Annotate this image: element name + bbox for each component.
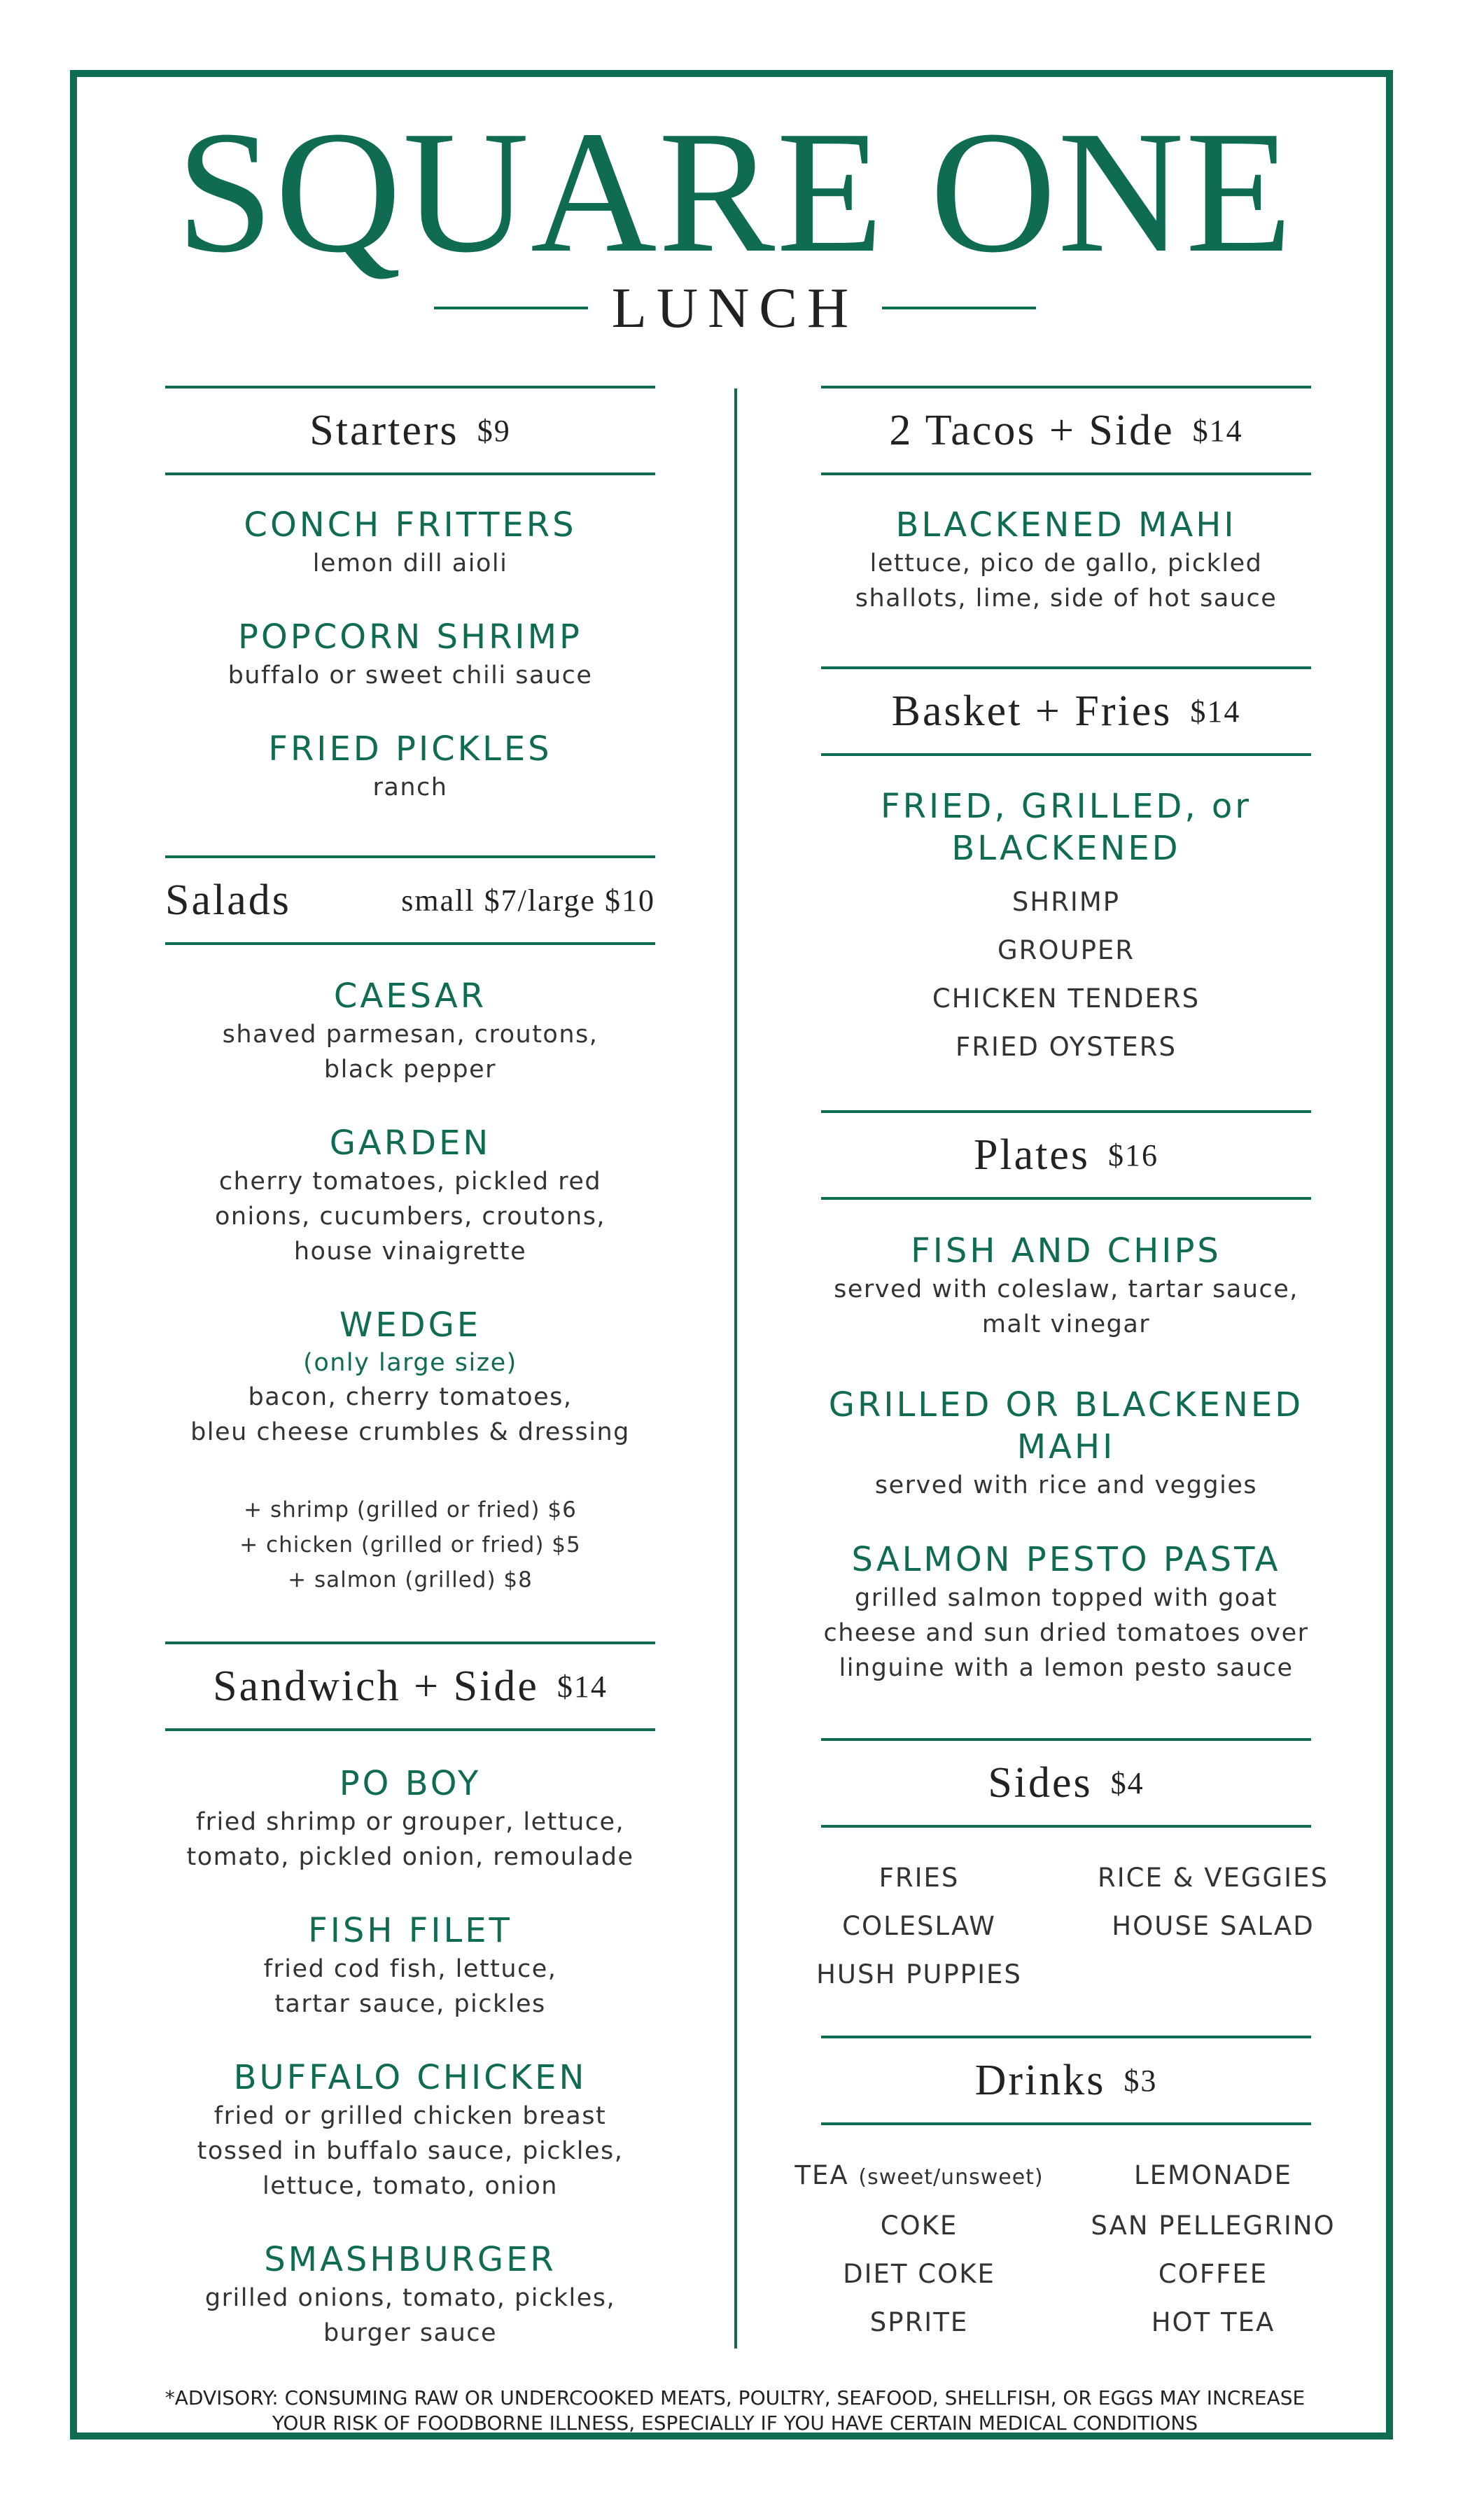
menu-item: [137, 975, 683, 1087]
menu-item: [793, 504, 1339, 616]
section-header-starters: [165, 386, 655, 475]
section-title: Starters: [309, 406, 459, 454]
item-name: CAESAR: [333, 976, 487, 1016]
menu-subtitle: LUNCH: [611, 276, 859, 340]
menu-item: [137, 1122, 683, 1269]
item-description: lemon dill aioli: [312, 550, 508, 578]
item-name: PO BOY: [339, 1764, 482, 1803]
list-item: CHICKEN TENDERS: [932, 983, 1200, 1014]
section-title: 2 Tacos + Side: [889, 406, 1175, 454]
list-item: GROUPER: [997, 935, 1135, 965]
item-description: burger sauce: [323, 2319, 498, 2347]
item-description: fried shrimp or grouper, lettuce,: [195, 1808, 625, 1836]
menu-item: [137, 728, 683, 805]
food-advisory: [84, 2386, 1386, 2436]
item-description: bacon, cherry tomatoes,: [248, 1383, 573, 1411]
item-description: shaved parmesan, croutons,: [222, 1021, 598, 1049]
subtitle-rule-right: [882, 307, 1036, 309]
item-name: SMASHBURGER: [264, 2240, 556, 2279]
addon-line: + shrimp (grilled or fried) $6: [244, 1497, 577, 1522]
section-title: Sandwich + Side: [213, 1662, 539, 1710]
item-description: served with coleslaw, tartar sauce,: [834, 1275, 1298, 1303]
list-item: [772, 2151, 1066, 2202]
item-description: served with rice and veggies: [874, 1471, 1258, 1499]
item-name: SALMON PESTO PASTA: [851, 1540, 1281, 1579]
advisory-line: YOUR RISK OF FOODBORNE ILLNESS, ESPECIALLY IF YOU HAVE CERTAIN MEDICAL CONDITIONS: [272, 2412, 1198, 2435]
section-title: Plates: [973, 1130, 1091, 1179]
section-price: $14: [556, 1669, 608, 1704]
section-price: $16: [1108, 1138, 1159, 1172]
list-item: SPRITE: [869, 2307, 969, 2337]
menu-item: [137, 616, 683, 693]
menu-item: [137, 2239, 683, 2351]
list-item: LEMONADE: [1134, 2160, 1292, 2190]
item-description: fried cod fish, lettuce,: [263, 1955, 557, 1983]
list-item: COKE: [880, 2211, 958, 2241]
list-item: DIET COKE: [843, 2259, 995, 2289]
section-header-basket: [821, 666, 1311, 756]
sides-list: [772, 1854, 1360, 1998]
item-note: (only large size): [303, 1349, 517, 1377]
menu-item: [793, 1539, 1339, 1686]
section-price: $14: [1190, 694, 1241, 729]
list-item: SHRIMP: [1011, 887, 1121, 917]
section-header-sides: [821, 1738, 1311, 1828]
section-header-tacos: [821, 386, 1311, 475]
item-name: GRILLED OR BLACKENED: [828, 1385, 1304, 1424]
advisory-line: *ADVISORY: CONSUMING RAW OR UNDERCOOKED MEATS, POULTRY, SEAFOOD, SHELLFISH, OR EGGS MAY INCREASE: [164, 2386, 1306, 2409]
item-description: malt vinegar: [981, 1310, 1151, 1338]
section-price: $14: [1192, 413, 1243, 448]
restaurant-title: SQUARE ONE: [176, 95, 1294, 289]
item-description: house vinaigrette: [293, 1238, 527, 1266]
menu-item: [137, 2057, 683, 2204]
addon-line: + chicken (grilled or fried) $5: [239, 1532, 581, 1558]
column-divider: [734, 388, 737, 2348]
section-title: Basket + Fries: [891, 687, 1172, 735]
menu-item: [793, 1230, 1339, 1342]
list-item: COFFEE: [1158, 2259, 1268, 2289]
section-header-drinks: [821, 2036, 1311, 2125]
menu-subtitle-row: [420, 276, 1050, 340]
basket-options: [821, 878, 1311, 1071]
list-item: RICE & VEGGIES: [1097, 1863, 1329, 1893]
item-description: grilled onions, tomato, pickles,: [204, 2284, 616, 2312]
section-title: Sides: [988, 1758, 1093, 1807]
item-name: MAHI: [1016, 1427, 1116, 1466]
list-item: COLESLAW: [842, 1911, 996, 1941]
list-item: FRIES: [878, 1863, 960, 1893]
item-description: tartar sauce, pickles: [274, 1990, 546, 2018]
item-description: black pepper: [323, 1056, 497, 1084]
drink-name: TEA: [794, 2160, 849, 2190]
item-description: cherry tomatoes, pickled red: [218, 1168, 602, 1196]
item-description: onions, cucumbers, croutons,: [214, 1203, 606, 1231]
item-description: tomato, pickled onion, remoulade: [186, 1843, 634, 1871]
item-description: shallots, lime, side of hot sauce: [855, 584, 1278, 612]
item-description: linguine with a lemon pesto sauce: [839, 1654, 1294, 1682]
menu-item: [793, 1384, 1339, 1503]
item-name: GARDEN: [329, 1124, 491, 1163]
section-price: $9: [477, 413, 511, 448]
menu-item: [137, 1304, 683, 1450]
section-header-plates: [821, 1110, 1311, 1200]
item-name: BUFFALO CHICKEN: [233, 2058, 587, 2097]
item-description: cheese and sun dried tomatoes over: [823, 1619, 1309, 1647]
item-name: FRIED PICKLES: [268, 729, 552, 769]
item-description: tossed in buffalo sauce, pickles,: [197, 2137, 624, 2165]
subtitle-rule-left: [434, 307, 588, 309]
menu-item: [793, 785, 1339, 869]
item-name: FRIED, GRILLED, or: [880, 787, 1252, 826]
section-header-salads: [165, 855, 655, 945]
drink-note: (sweet/unsweet): [858, 2165, 1044, 2190]
section-header-sandwich: [165, 1642, 655, 1731]
salad-addons: [165, 1492, 655, 1597]
menu-item: [137, 504, 683, 581]
list-item: FRIED OYSTERS: [955, 1032, 1177, 1062]
item-name: WEDGE: [339, 1306, 482, 1345]
section-price: $3: [1124, 2063, 1158, 2098]
item-description: ranch: [372, 774, 448, 802]
item-description: bleu cheese crumbles & dressing: [190, 1418, 630, 1446]
menu-item: [137, 1910, 683, 2022]
list-item: HUSH PUPPIES: [816, 1959, 1022, 1989]
menu-item: [137, 1763, 683, 1875]
item-name: CONCH FRITTERS: [244, 505, 577, 545]
list-item: SAN PELLEGRINO: [1091, 2211, 1336, 2241]
drinks-list: [772, 2151, 1360, 2346]
section-title: Salads: [165, 876, 291, 924]
item-description: lettuce, tomato, onion: [262, 2172, 558, 2200]
item-description: lettuce, pico de gallo, pickled: [869, 550, 1263, 578]
addon-line: + salmon (grilled) $8: [288, 1567, 533, 1592]
item-name: POPCORN SHRIMP: [238, 617, 582, 657]
item-name: BLACKENED MAHI: [895, 505, 1237, 545]
item-description: grilled salmon topped with goat: [854, 1584, 1278, 1612]
section-price: $4: [1110, 1765, 1144, 1800]
section-price: small $7/large $10: [401, 883, 655, 918]
item-description: fried or grilled chicken breast: [214, 2102, 607, 2130]
section-title: Drinks: [974, 2056, 1106, 2104]
item-name: BLACKENED: [951, 829, 1181, 868]
item-name: FISH FILET: [308, 1911, 512, 1950]
list-item: HOUSE SALAD: [1112, 1911, 1315, 1941]
item-description: buffalo or sweet chili sauce: [227, 662, 593, 690]
list-item: HOT TEA: [1151, 2307, 1275, 2337]
item-name: FISH AND CHIPS: [911, 1231, 1222, 1270]
